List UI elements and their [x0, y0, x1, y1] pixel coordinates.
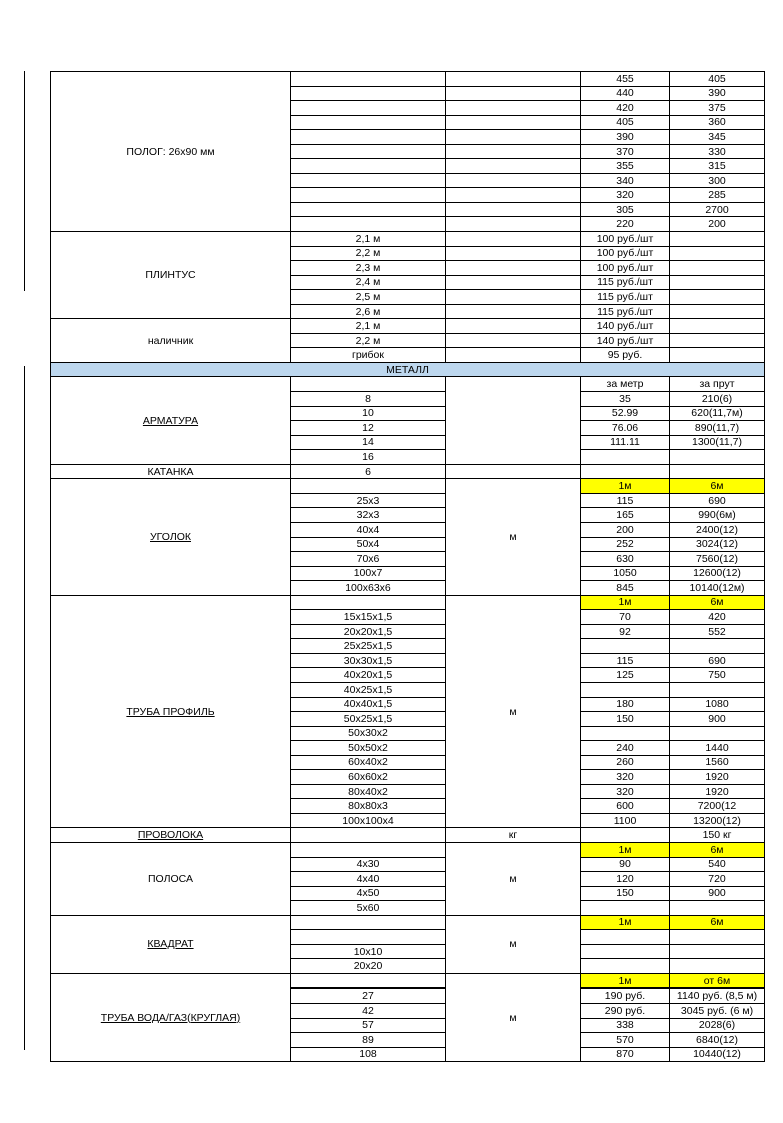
table-row: [51, 973, 765, 988]
price-cell-2: [670, 930, 765, 945]
price-cell-2: 6м: [670, 915, 765, 930]
unit-cell: [446, 319, 581, 334]
size-cell: 2,5 м: [291, 290, 446, 305]
price-cell-2: [670, 333, 765, 348]
size-cell: 2,3 м: [291, 261, 446, 276]
size-cell: 14: [291, 435, 446, 450]
price-cell-2: [670, 944, 765, 959]
unit-cell: [446, 304, 581, 319]
price-cell-1: 1м: [581, 595, 670, 610]
price-cell-2: 345: [670, 130, 765, 145]
price-cell-2: 330: [670, 144, 765, 159]
size-cell: 25х3: [291, 493, 446, 508]
unit-cell: [446, 202, 581, 217]
group-name-cell: наличник: [51, 319, 291, 363]
group-name-cell: КАТАНКА: [51, 464, 291, 479]
size-cell: 100х7: [291, 566, 446, 581]
price-cell-1: 1100: [581, 813, 670, 828]
size-cell: 8: [291, 392, 446, 407]
price-cell-2: 552: [670, 624, 765, 639]
size-cell: 2,2 м: [291, 246, 446, 261]
size-cell: [291, 842, 446, 857]
section-title: МЕТАЛЛ: [51, 362, 765, 377]
price-cell-1: 180: [581, 697, 670, 712]
price-cell-2: [670, 682, 765, 697]
price-cell-2: 10140(12м): [670, 581, 765, 596]
size-cell: [291, 173, 446, 188]
size-cell: 2,1 м: [291, 319, 446, 334]
price-cell-1: 115 руб./шт: [581, 290, 670, 305]
size-cell: [291, 377, 446, 392]
price-cell-1: 150: [581, 886, 670, 901]
price-cell-1: 111.11: [581, 435, 670, 450]
price-cell-1: 190 руб.: [581, 988, 670, 1003]
price-cell-1: 95 руб.: [581, 348, 670, 363]
price-cell-1: 370: [581, 144, 670, 159]
price-cell-2: 6м: [670, 479, 765, 494]
size-cell: 30х30х1,5: [291, 653, 446, 668]
price-cell-1: 440: [581, 86, 670, 101]
size-cell: [291, 188, 446, 203]
unit-cell: [446, 232, 581, 247]
price-cell-2: 900: [670, 712, 765, 727]
unit-cell: [446, 290, 581, 305]
price-cell-2: 360: [670, 115, 765, 130]
size-cell: [291, 915, 446, 930]
price-cell-1: 320: [581, 770, 670, 785]
price-cell-1: 252: [581, 537, 670, 552]
size-cell: 42: [291, 1004, 446, 1019]
price-cell-1: 355: [581, 159, 670, 174]
size-cell: [291, 72, 446, 87]
price-cell-1: 390: [581, 130, 670, 145]
price-cell-2: [670, 901, 765, 916]
size-cell: 20х20х1,5: [291, 624, 446, 639]
price-cell-2: 690: [670, 493, 765, 508]
unit-cell: [446, 72, 581, 87]
size-cell: 50х30х2: [291, 726, 446, 741]
price-cell-1: 115 руб./шт: [581, 275, 670, 290]
price-cell-1: [581, 828, 670, 843]
size-cell: 50х50х2: [291, 741, 446, 756]
price-cell-1: 100 руб./шт: [581, 261, 670, 276]
size-cell: [291, 828, 446, 843]
price-cell-2: 6840(12): [670, 1033, 765, 1048]
table-row: [51, 479, 765, 494]
price-cell-2: 890(11,7): [670, 421, 765, 436]
unit-cell: м: [446, 479, 581, 595]
price-cell-1: [581, 930, 670, 945]
table-row: [51, 72, 765, 87]
unit-cell: [446, 130, 581, 145]
group-name-cell: ТРУБА ПРОФИЛЬ: [51, 595, 291, 828]
size-cell: [291, 930, 446, 945]
size-cell: 2,4 м: [291, 275, 446, 290]
price-cell-2: 150 кг: [670, 828, 765, 843]
size-cell: [291, 115, 446, 130]
price-cell-2: 990(6м): [670, 508, 765, 523]
unit-cell: м: [446, 915, 581, 973]
price-cell-1: 90: [581, 857, 670, 872]
group-name-cell: ПОЛОГ: 26х90 мм: [51, 72, 291, 232]
group-name-cell: АРМАТУРА: [51, 377, 291, 464]
price-cell-1: [581, 944, 670, 959]
price-cell-2: 405: [670, 72, 765, 87]
price-cell-1: 845: [581, 581, 670, 596]
size-cell: [291, 86, 446, 101]
price-cell-1: 220: [581, 217, 670, 232]
price-cell-1: 100 руб./шт: [581, 232, 670, 247]
table-row: [51, 232, 765, 247]
price-cell-2: 2400(12): [670, 522, 765, 537]
unit-cell: м: [446, 595, 581, 828]
price-cell-1: 1050: [581, 566, 670, 581]
size-cell: 40х20х1,5: [291, 668, 446, 683]
size-cell: [291, 159, 446, 174]
group-name-cell: ПЛИНТУС: [51, 232, 291, 319]
unit-cell: [446, 377, 581, 464]
price-cell-1: 1м: [581, 479, 670, 494]
size-cell: грибок: [291, 348, 446, 363]
size-cell: 80х40х2: [291, 784, 446, 799]
table-row: [51, 377, 765, 392]
price-cell-2: 200: [670, 217, 765, 232]
price-cell-1: 35: [581, 392, 670, 407]
price-cell-2: 1560: [670, 755, 765, 770]
price-cell-2: 2700: [670, 202, 765, 217]
size-cell: 16: [291, 450, 446, 465]
price-cell-2: 2028(6): [670, 1018, 765, 1033]
size-cell: 25х25х1,5: [291, 639, 446, 654]
price-cell-1: [581, 726, 670, 741]
size-cell: 2,1 м: [291, 232, 446, 247]
size-cell: 27: [291, 988, 446, 1003]
margin-line-outer: [24, 71, 25, 291]
price-cell-2: 720: [670, 872, 765, 887]
unit-cell: кг: [446, 828, 581, 843]
size-cell: [291, 202, 446, 217]
price-cell-1: 420: [581, 101, 670, 116]
price-cell-2: 3024(12): [670, 537, 765, 552]
price-cell-2: 900: [670, 886, 765, 901]
size-cell: 70х6: [291, 552, 446, 567]
price-cell-1: 570: [581, 1033, 670, 1048]
size-cell: 40х40х1,5: [291, 697, 446, 712]
price-cell-1: 600: [581, 799, 670, 814]
price-cell-1: 140 руб./шт: [581, 333, 670, 348]
unit-cell: [446, 333, 581, 348]
price-cell-1: 870: [581, 1047, 670, 1062]
table-row: [51, 464, 765, 479]
table-row: [51, 915, 765, 930]
size-cell: 50х25х1,5: [291, 712, 446, 727]
price-cell-2: 315: [670, 159, 765, 174]
size-cell: 2,2 м: [291, 333, 446, 348]
size-cell: 40х25х1,5: [291, 682, 446, 697]
table-row: [51, 595, 765, 610]
price-cell-2: 1920: [670, 784, 765, 799]
price-cell-1: [581, 959, 670, 974]
price-cell-2: от 6м: [670, 973, 765, 988]
size-cell: [291, 479, 446, 494]
size-cell: 80х80х3: [291, 799, 446, 814]
size-cell: 15х15х1,5: [291, 610, 446, 625]
price-cell-1: 115: [581, 493, 670, 508]
table-row: [51, 319, 765, 334]
price-cell-1: 320: [581, 188, 670, 203]
price-cell-1: 1м: [581, 915, 670, 930]
price-cell-2: 12600(12): [670, 566, 765, 581]
price-cell-2: 690: [670, 653, 765, 668]
price-cell-1: 115: [581, 653, 670, 668]
price-cell-2: [670, 290, 765, 305]
price-cell-1: 1м: [581, 973, 670, 988]
price-cell-2: [670, 959, 765, 974]
price-cell-2: [670, 348, 765, 363]
price-cell-1: 115 руб./шт: [581, 304, 670, 319]
price-cell-2: 210(6): [670, 392, 765, 407]
unit-cell: [446, 101, 581, 116]
size-cell: 12: [291, 421, 446, 436]
price-table: [50, 71, 765, 1062]
price-cell-1: 76.06: [581, 421, 670, 436]
price-cell-2: 1080: [670, 697, 765, 712]
price-cell-2: 1440: [670, 741, 765, 756]
unit-cell: [446, 464, 581, 479]
size-cell: [291, 130, 446, 145]
price-cell-2: 300: [670, 173, 765, 188]
price-cell-2: 10440(12): [670, 1047, 765, 1062]
price-cell-2: [670, 639, 765, 654]
price-cell-1: 340: [581, 173, 670, 188]
size-cell: 50х4: [291, 537, 446, 552]
price-cell-2: 13200(12): [670, 813, 765, 828]
price-cell-1: 52.99: [581, 406, 670, 421]
unit-cell: [446, 188, 581, 203]
price-cell-2: [670, 450, 765, 465]
price-cell-2: [670, 726, 765, 741]
price-cell-1: 260: [581, 755, 670, 770]
price-cell-1: 338: [581, 1018, 670, 1033]
price-cell-2: [670, 232, 765, 247]
price-cell-1: [581, 450, 670, 465]
price-cell-2: 1920: [670, 770, 765, 785]
price-cell-1: [581, 682, 670, 697]
size-cell: [291, 217, 446, 232]
price-cell-1: 320: [581, 784, 670, 799]
price-cell-1: 630: [581, 552, 670, 567]
price-table-body: [51, 72, 765, 1062]
size-cell: 40х4: [291, 522, 446, 537]
price-cell-2: 540: [670, 857, 765, 872]
size-cell: [291, 101, 446, 116]
price-cell-2: 285: [670, 188, 765, 203]
price-cell-1: 200: [581, 522, 670, 537]
price-cell-2: 420: [670, 610, 765, 625]
unit-cell: [446, 217, 581, 232]
price-cell-2: [670, 261, 765, 276]
price-cell-1: 165: [581, 508, 670, 523]
price-cell-2: [670, 464, 765, 479]
size-cell: 6: [291, 464, 446, 479]
unit-cell: [446, 348, 581, 363]
price-cell-1: [581, 464, 670, 479]
unit-cell: [446, 275, 581, 290]
size-cell: 2,6 м: [291, 304, 446, 319]
price-cell-1: 1м: [581, 842, 670, 857]
size-cell: 5х60: [291, 901, 446, 916]
size-cell: 4х30: [291, 857, 446, 872]
unit-cell: м: [446, 973, 581, 1061]
price-cell-2: за прут: [670, 377, 765, 392]
price-cell-2: 620(11,7м): [670, 406, 765, 421]
size-cell: 32х3: [291, 508, 446, 523]
price-cell-2: 1300(11,7): [670, 435, 765, 450]
size-cell: 60х60х2: [291, 770, 446, 785]
size-cell: [291, 595, 446, 610]
price-cell-2: 375: [670, 101, 765, 116]
price-cell-1: 305: [581, 202, 670, 217]
size-cell: 108: [291, 1047, 446, 1062]
price-cell-2: 6м: [670, 595, 765, 610]
price-cell-2: [670, 275, 765, 290]
size-cell: 100х100х4: [291, 813, 446, 828]
price-cell-1: 70: [581, 610, 670, 625]
price-cell-2: [670, 319, 765, 334]
unit-cell: [446, 144, 581, 159]
price-cell-1: [581, 901, 670, 916]
size-cell: 4х40: [291, 872, 446, 887]
size-cell: 100х63х6: [291, 581, 446, 596]
size-cell: 10х10: [291, 944, 446, 959]
price-cell-2: 1140 руб. (8,5 м): [670, 988, 765, 1003]
price-cell-2: 6м: [670, 842, 765, 857]
price-cell-2: 3045 руб. (6 м): [670, 1004, 765, 1019]
price-cell-1: за метр: [581, 377, 670, 392]
price-cell-1: 120: [581, 872, 670, 887]
size-cell: 10: [291, 406, 446, 421]
price-cell-2: 7200(12: [670, 799, 765, 814]
unit-cell: [446, 246, 581, 261]
section-row: [51, 362, 765, 377]
table-row: [51, 828, 765, 843]
price-cell-1: 240: [581, 741, 670, 756]
price-cell-2: [670, 246, 765, 261]
table-row: [51, 842, 765, 857]
unit-cell: [446, 261, 581, 276]
price-cell-2: [670, 304, 765, 319]
price-cell-1: 125: [581, 668, 670, 683]
price-cell-1: 92: [581, 624, 670, 639]
price-cell-1: 150: [581, 712, 670, 727]
size-cell: 20х20: [291, 959, 446, 974]
group-name-cell: ПОЛОСА: [51, 842, 291, 915]
group-name-cell: УГОЛОК: [51, 479, 291, 595]
price-cell-1: 455: [581, 72, 670, 87]
unit-cell: [446, 115, 581, 130]
size-cell: [291, 973, 446, 988]
unit-cell: [446, 159, 581, 174]
price-cell-2: 7560(12): [670, 552, 765, 567]
unit-cell: м: [446, 842, 581, 915]
price-cell-1: 100 руб./шт: [581, 246, 670, 261]
group-name-cell: ТРУБА ВОДА/ГАЗ(КРУГЛАЯ): [51, 973, 291, 1061]
group-name-cell: ПРОВОЛОКА: [51, 828, 291, 843]
size-cell: 60х40х2: [291, 755, 446, 770]
size-cell: 89: [291, 1033, 446, 1048]
size-cell: 4х50: [291, 886, 446, 901]
price-cell-1: 405: [581, 115, 670, 130]
price-cell-2: 390: [670, 86, 765, 101]
margin-line-inner: [24, 366, 25, 1050]
price-cell-1: 140 руб./шт: [581, 319, 670, 334]
price-cell-2: 750: [670, 668, 765, 683]
size-cell: [291, 144, 446, 159]
price-cell-1: [581, 639, 670, 654]
price-cell-1: 290 руб.: [581, 1004, 670, 1019]
size-cell: 57: [291, 1018, 446, 1033]
unit-cell: [446, 86, 581, 101]
unit-cell: [446, 173, 581, 188]
group-name-cell: КВАДРАТ: [51, 915, 291, 973]
